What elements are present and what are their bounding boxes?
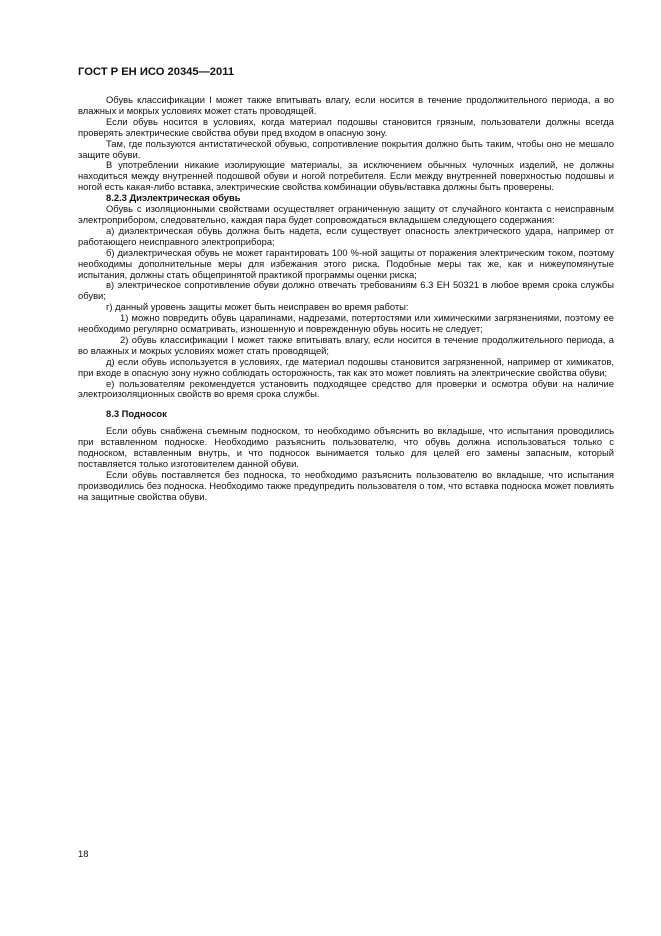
list-item-d: д) если обувь используется в условиях, где материал подошвы становится загрязненной, например от химикатов, при входе в опасную зону нужно соблюдать осторожность, так как это может повлиять на электрические свойства обуви; — [78, 355, 614, 378]
paragraph: В употреблении никакие изолирующие материалы, за исключением обычных чулочных изделий, не должны находиться между внутренней подошвой обуви и ногой потребителя. Если между внутренней поверхностью подошвы и ногой есть какая-либо вставка, электрические свойства комбинации обувь/вставка должны быть проверены. — [78, 159, 614, 193]
list-item-v: в) электрическое сопротивление обуви должно отвечать требованиям 6.3 ЕН 50321 в любое время срока службы обуви; — [78, 279, 614, 302]
list-item-a: а) диэлектрическая обувь должна быть надета, если существует опасность электрического удара, например от работающего неисправного электроприбора; — [78, 224, 614, 247]
list-item-e: е) пользователям рекомендуется установить подходящее средство для проверки и осмотра обуви на наличие электроизоляционных свойств во время срока службы. — [78, 377, 614, 400]
sub-item-1: 1) можно повредить обувь царапинами, надрезами, потертостями или химическими загрязнениями, поэтому ее необходимо регулярно осматривать, изношенную и поврежденную обувь носить не следует; — [78, 312, 614, 335]
paragraph: Там, где пользуются антистатической обувью, сопротивление покрытия должно быть таким, чтобы оно не мешало защите обуви. — [78, 137, 614, 160]
section-heading-8-3: 8.3 Подносок — [106, 408, 167, 420]
list-item-b: б) диэлектрическая обувь не может гарантировать 100 %-ной защиты от поражения электрическим током, поэтому необходимы дополнительные меры для избежания этого риска. Подобные меры так же, как и нижеупомянутые испытания, должны стать общепринятой практикой программы оценки риска; — [78, 246, 614, 280]
paragraph: Если обувь поставляется без подноска, то необходимо разъяснить пользователю во вкладыше, что испытания производились без подноска. Необходимо также предупредить пользователя о том, что вставка подноска может повлиять на защитные свойства обуви. — [78, 468, 614, 502]
paragraph: Обувь с изоляционными свойствами осуществляет ограниченную защиту от случайного контакта с неисправным электроприбором, следовательно, каждая пара будет сопровождаться вкладышем следующего содержания: — [78, 203, 614, 225]
page-number: 18 — [78, 848, 89, 859]
list-item-g: г) данный уровень защиты может быть неисправен во время работы: — [106, 301, 409, 313]
paragraph: Обувь классификации I может также впитывать влагу, если носится в течение продолжительного периода, а во влажных и мокрых условиях может стать проводящей. — [78, 94, 614, 116]
document-header: ГОСТ Р ЕН ИСО 20345—2011 — [78, 66, 235, 78]
paragraph: Если обувь снабжена съемным подноском, то необходимо объяснить во вкладыше, что испытания проводились при вставленном подноске. Необходимо разъяснить пользователю, что обувь должна использоваться только с подноском, вставленным внутрь, и что подносок вынимается только для целей его замены запасным, который поставляется только изготовителем данной обуви. — [78, 425, 614, 469]
paragraph: Если обувь носится в условиях, когда материал подошвы становится грязным, пользователи должны всегда проверять электрические свойства обуви пред входом в опасную зону. — [78, 115, 614, 138]
sub-item-2: 2) обувь классификации I может также впитывать влагу, если носится в течение продолжительного периода, а во влажных и мокрых условиях может стать проводящей; — [78, 333, 614, 356]
section-heading-8-2-3: 8.2.3 Диэлектрическая обувь — [106, 192, 241, 204]
document-body — [78, 95, 614, 503]
